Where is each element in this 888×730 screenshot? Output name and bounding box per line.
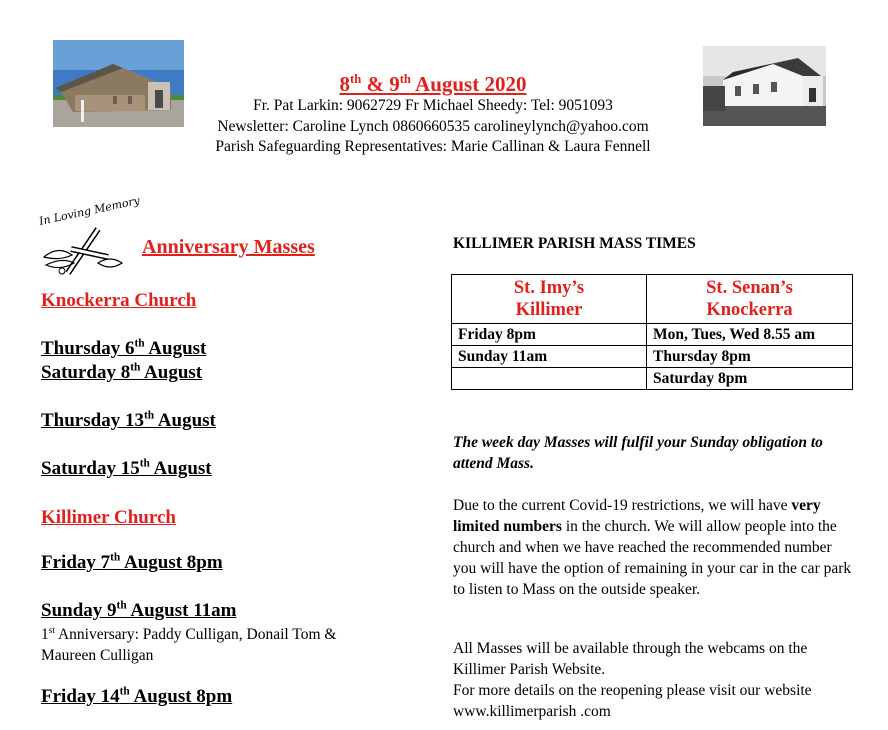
newsletter-date: 8th & 9th August 2020 (339, 72, 527, 96)
mass-date-knockerra-3: Thursday 13th August (41, 409, 216, 431)
table-cell: Sunday 11am (452, 346, 647, 368)
mass-date-killimer-2: Sunday 9th August 11am (41, 599, 237, 621)
mass-date-knockerra-2: Saturday 8th August (41, 361, 203, 383)
table-cell: Thursday 8pm (647, 346, 853, 368)
table-cell: Friday 8pm (452, 324, 647, 346)
anniversary-masses-title: Anniversary Masses (142, 236, 315, 258)
webcam-paragraph: All Masses will be available through the webcams on the Killimer Parish Website. (453, 640, 808, 678)
mass-date-knockerra-1: Thursday 6th August (41, 337, 207, 359)
mass-date-killimer-1: Friday 7th August 8pm (41, 551, 223, 573)
knockerra-church-heading: Knockerra Church (41, 290, 197, 311)
memory-card-text: In Loving Memory (37, 193, 141, 228)
table-cell: Mon, Tues, Wed 8.55 am (647, 324, 853, 346)
mass-date-knockerra-4: Saturday 15th August (41, 457, 212, 479)
mass-date-killimer-3: Friday 14th August 8pm (41, 685, 233, 707)
table-row (452, 324, 853, 346)
covid-restrictions-paragraph: Due to the current Covid-19 restrictions, we will have very limited numbers in the church. We will allow people into the church and when we have reached the recommended number you will have the option of remaining in your car in the car park to listen to Mass on the outside speaker. (453, 497, 852, 598)
mass-times-title: KILLIMER PARISH MASS TIMES (453, 235, 696, 252)
table-cell: Saturday 8pm (647, 368, 853, 390)
newsletter-contact: Newsletter: Caroline Lynch 0860660535 carolineylynch@yahoo.com (217, 118, 649, 135)
in-loving-memory-card (37, 193, 141, 279)
website-paragraph: For more details on the reopening please visit our website www.killimerparish .com (453, 682, 812, 720)
safeguarding-reps: Parish Safeguarding Representatives: Marie Callinan & Laura Fennell (215, 138, 651, 155)
column-header-st-senans: St. Senan’s Knockerra (647, 275, 853, 324)
anniversary-note: 1st Anniversary: Paddy Culligan, Donail Tom & Maureen Culligan (41, 625, 337, 664)
table-row (452, 346, 853, 368)
mass-times-table (451, 274, 853, 390)
table-row (452, 368, 853, 390)
column-header-st-imys: St. Imy’s Killimer (452, 275, 647, 324)
killimer-church-heading: Killimer Church (41, 507, 176, 528)
sunday-obligation-note: The week day Masses will fulfil your Sunday obligation to attend Mass. (453, 434, 823, 472)
priests-contacts: Fr. Pat Larkin: 9062729 Fr Michael Sheedy: Tel: 9051093 (253, 97, 613, 114)
table-cell (452, 368, 647, 390)
church-photo-right (703, 46, 826, 126)
